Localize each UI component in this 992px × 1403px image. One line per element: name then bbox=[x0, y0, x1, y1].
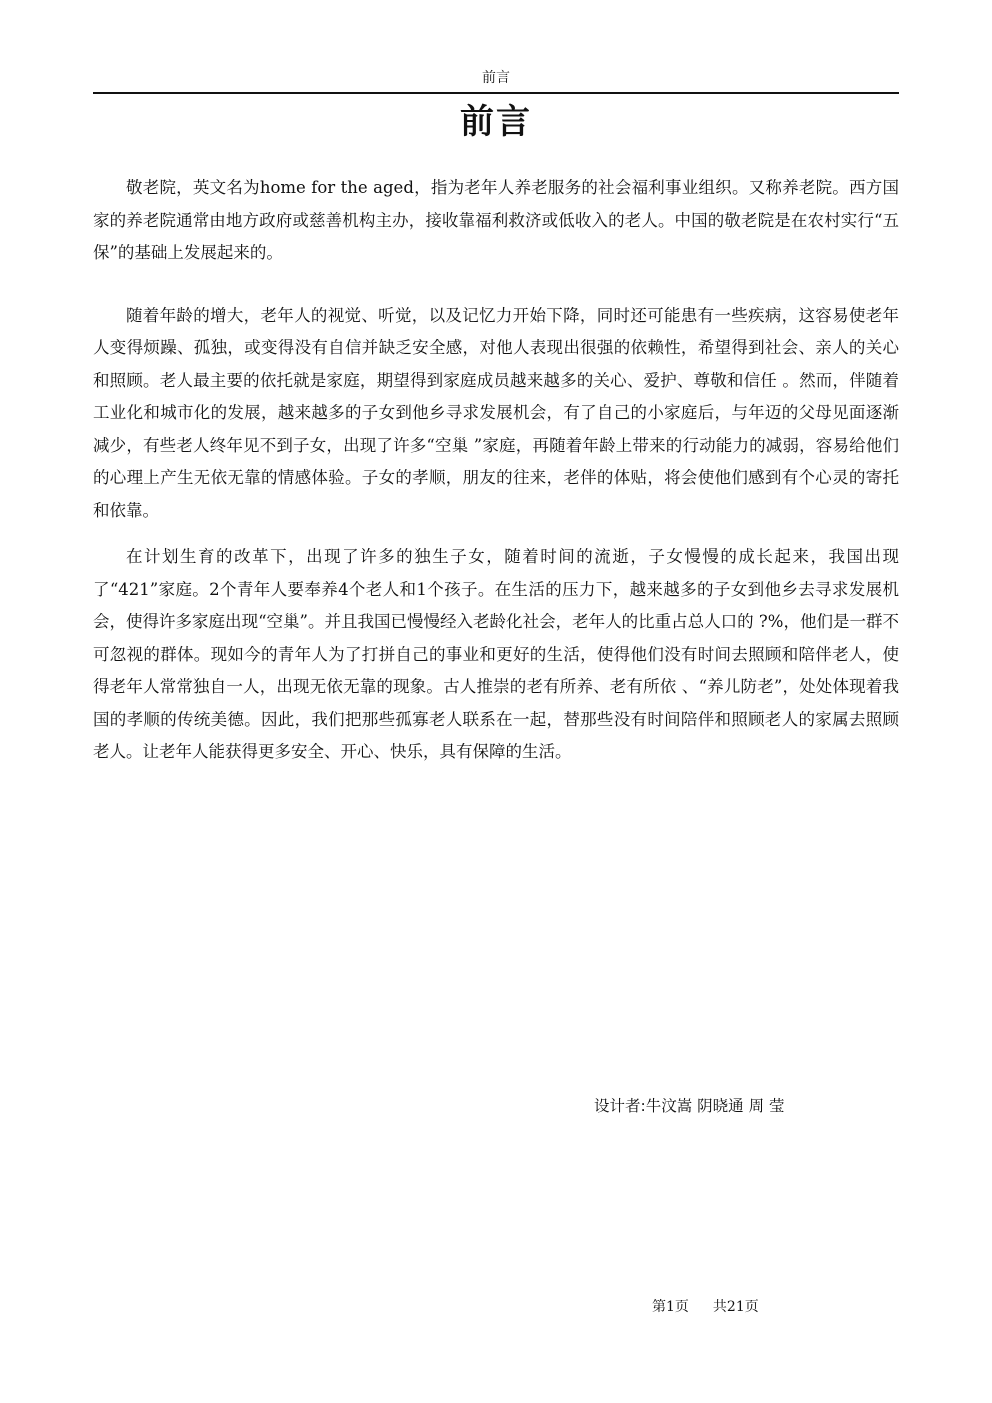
paragraph-3: 在计划生育的改革下，出现了许多的独生子女，随着时间的流逝，子女慢慢的成长起来，我国出现了“421”家庭。2个青年人要奉养4个老人和1个孩子。在生活的压力下，越来越多的子女到他乡去寻求发展机会，使得许多家庭出现“空巢”。并且我国已慢慢经入老龄化社会，老年人的比重占总人口的 ?%，他们是一群不可忽视的群体。现如今的青年人为了打拼自己的事业和更好的生活，使得他们没有时间去照顾和陪伴老人，使得老年人常常独自一人，出现无依无靠的现象。古人推崇的老有所养、老有所依 、“养儿防老”，处处体现着我国的孝顺的传统美德。因此，我们把那些孤寡老人联系在一起，替那些没有时间陪伴和照顾老人的家属去照顾老人。让老年人能获得更多安全、开心、快乐，具有保障的生活。 bbox=[93, 547, 899, 761]
page-footer bbox=[652, 1297, 783, 1317]
running-header: 前言 bbox=[482, 70, 510, 86]
body-text bbox=[93, 172, 899, 769]
page-total: 共21页 bbox=[712, 1299, 759, 1315]
paragraph-1: 敬老院，英文名为home for the aged，指为老年人养老服务的社会福利事业组织。又称养老院。西方国家的养老院通常由地方政府或慈善机构主办，接收靠福利救济或低收入的老人。中国的敬老院是在农村实行“五保”的基础上发展起来的。 bbox=[93, 178, 899, 262]
paragraph-2: 随着年龄的增大，老年人的视觉、听觉，以及记忆力开始下降，同时还可能患有一些疾病，这容易使老年人变得烦躁、孤独，或变得没有自信并缺乏安全感，对他人表现出很强的依赖性，希望得到社会、亲人的关心和照顾。老人最主要的依托就是家庭，期望得到家庭成员越来越多的关心、爱护、尊敬和信任 。然而，伴随着工业化和城市化的发展，越来越多的子女到他乡寻求发展机会，有了自己的小家庭后，与年迈的父母见面逐渐减少，有些老人终年见不到子女，出现了许多“空巢 ”家庭，再随着年龄上带来的行动能力的减弱，容易给他们的心理上产生无依无靠的情感体验。子女的孝顺，朋友的往来，老伴的体贴，将会使他们感到有个心灵的寄托和依靠。 bbox=[93, 305, 899, 520]
page-number: 第1页 bbox=[652, 1299, 689, 1315]
page-title: 前言 bbox=[460, 102, 532, 142]
header-rule bbox=[93, 92, 899, 94]
designer-signature: 设计者:牛汶嵩 阴晓通 周 莹 bbox=[594, 1097, 785, 1115]
